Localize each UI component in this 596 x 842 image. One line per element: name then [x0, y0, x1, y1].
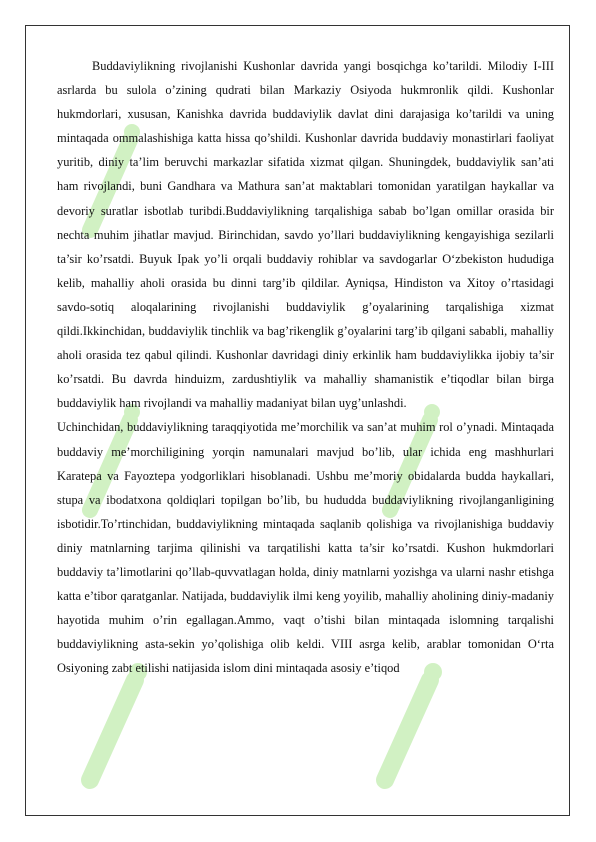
- document-body: [57, 54, 554, 680]
- paragraph: Uchinchidan, buddaviylikning taraqqiyotida me’morchilik va san’at muhim rol o’ynadi. Mintaqada buddaviy me’morchiligining yorqin namunalari mavjud bo’lib, ular ichida eng mashhurlari Karatepa va Fayoztepa yodgorliklari hisoblanadi. Ushbu me’moriy obidalarda budda haykallari, stupa va ibodatxona qoldiqlari topilgan bo’lib, bu hududda buddaviylikning rivojlanganligining isbotidir.To’rtinchidan, buddaviylikning mintaqada saqlanib qolishiga va rivojlanishiga buddaviy diniy matnlarning tarjima qilinishi va tarqatilishi katta ta’sir ko’rsatdi. Kushon hukmdorlari buddaviy ta’limotlarini qo’llab-quvvatlagan holda, diniy matnlarni yozishga va ularni nashr etishga katta e’tibor qaratganlar. Natijada, buddaviylik ilmi keng yoyilib, mahalliy aholining diniy-madaniy hayotida muhim o’rin egallagan.Ammo, vaqt o’tishi bilan mintaqada islomning tarqalishi buddaviylikning asta-sekin yo’qolishiga olib keldi. VIII asrga kelib, arablar tomonidan O‘rta Osiyoning zabt etilishi natijasida islom dini mintaqada asosiy e’tiqod: [57, 420, 554, 676]
- paragraph: Buddaviylikning rivojlanishi Kushonlar davrida yangi bosqichga ko’tarildi. Milodiy I-III asrlarda bu sulola o’zining qudrati bilan Markaziy Osiyoda hukmronlik qildi. Kushonlar hukmdorlari, xususan, Kanishka davrida buddaviylik davlat dini darajasiga ko’tarildi va uning mintaqada ommalashishiga katta hissa qo’shildi. Kushonlar davrida buddaviy monastirlari faoliyat yuritib, diniy ta’lim beruvchi markazlar sifatida xizmat qilgan. Shuningdek, buddaviylik san’ati ham rivojlandi, buni Gandhara va Mathura san’at maktablari tomonidan yaratilgan haykallar va devoriy suratlar isbotlab turibdi.Buddaviylikning tarqalishiga sabab bo’lgan omillar orasida bir nechta muhim jihatlar mavjud. Birinchidan, savdo yo’llari buddaviylikning kengayishiga sezilarli ta’sir ko’rsatdi. Buyuk Ipak yo’li orqali buddaviy rohiblar va savdogarlar O‘zbekiston hududiga kelib, mahalliy aholi orasida bu dinni targ’ib qildilar. Ayniqsa, Hindiston va Xitoy o’rtasidagi savdo-sotiq aloqalarining rivojlanishi buddaviylik g’oyalarining tarqalishiga xizmat qildi.Ikkinchidan, buddaviylik tinchlik va bag’rikenglik g’oyalarini targ’ib qilgani sababli, mahalliy aholi orasida tez qabul qilindi. Kushonlar davridagi diniy erkinlik ham buddaviylikka ijobiy ta’sir ko’rsatdi. Bu davrda hinduizm, zardushtiylik va mahalliy shamanistik e’tiqodlar bilan birga buddaviylik ham rivojlandi va mahalliy madaniyat bilan uyg’unlashdi.: [57, 59, 554, 411]
